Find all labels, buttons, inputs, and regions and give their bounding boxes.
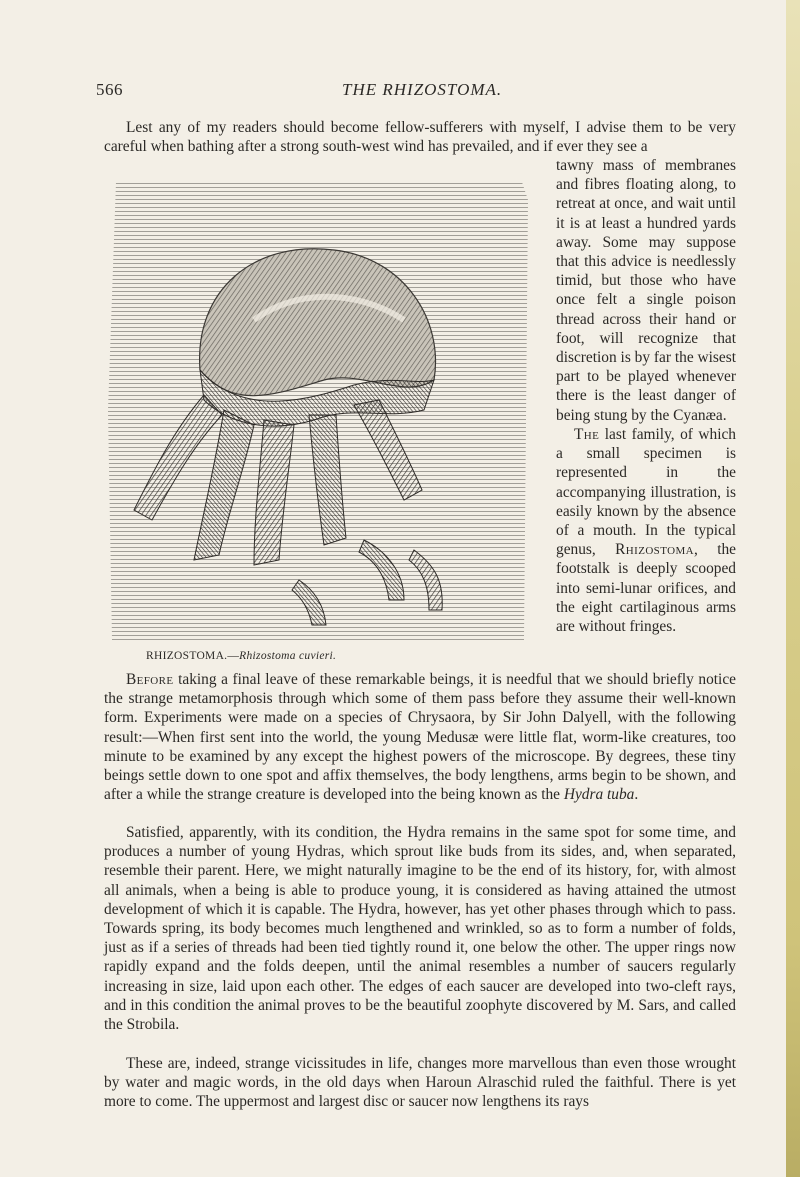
body-paragraph-2: Satisfied, apparently, with its condition, the Hydra remains in the same spot for some time, and produces a number of young Hydras, which sprout like buds from its sides, and, when separated, resemble their parent. Here, we might naturally imagine to be the end of its history, for, with almost all animals, when a being is able to produce young, it is considered as having attained the utmost development of which it is capable. The Hydra, however, has yet other phases through which to pass. Towards spring, its body becomes much lengthened and wrinkled, so as to form a number of folds, just as if a series of threads had been tied tightly round it, one below the other. The upper rings now rapidly expand and the folds deepen, until the animal resembles a number of saucers regularly increasing in size, laid upon each other. The edges of each saucer are developed into two-cleft rays, and in this condition the animal proves to be the beautiful zoophyte discovered by M. Sars, and called the Strobila. <box>104 824 736 1034</box>
page-number: 566 <box>96 80 123 99</box>
side-paragraph-2-genus: Rhizostoma <box>615 541 694 559</box>
body-paragraph-1 <box>104 670 736 804</box>
caption-label: RHIZOSTOMA. <box>146 650 228 662</box>
side-paragraph-2-text-b: , the footstalk is deeply scooped into semi-lunar orifices, and the eight cartilaginous arms are without fringes. <box>556 541 737 636</box>
side-paragraph-2-text-a: last family, of which a small specimen is represented in the accompanying illustration, is easily known by the absence of a mouth. In the typical genus, <box>556 426 736 559</box>
caption-species: Rhizostoma cuvieri. <box>239 650 337 662</box>
body-paragraph-1-text-a: taking a final leave of these remarkable beings, it is needful that we should briefly notice the strange metamorphosis through which some of them pass before they assume their well-known form. Experiments were made on a species of Chrysaora, by Sir John Dalyell, with the following result:—When first sent into the world, the young Medusæ were little flat, worm-like creatures, too minute to be examined by any except the highest powers of the microscope. By degrees, these tiny beings settle down to one spot and affix themselves, the body lengthens, arms begin to be shown, and after a while the strange creature is developed into the being known as the <box>104 671 736 804</box>
side-paragraph-2-lead: The <box>574 426 600 443</box>
page-edge <box>786 0 800 1177</box>
body-paragraph-3: These are, indeed, strange vicissitudes in life, changes more marvellous than even those wrought by water and magic words, in the old days when Haroun Alraschid ruled the faithful. There is yet more to come. The uppermost and largest disc or saucer now lengthens its rays <box>104 1055 736 1111</box>
side-paragraph-1: tawny mass of membranes and fibres floating along, to retreat at once, and wait until it is at least a hundred yards away. Some may suppose that this advice is needlessly timid, but those who have once felt a single poison thread across their hand or foot, will recognize that discretion is by far the wisest part to be played whenever there is the least danger of being stung by the Cyanæa. <box>556 157 736 424</box>
intro-paragraph: Lest any of my readers should become fellow-sufferers with myself, I advise them to be very careful when bathing after a strong south-west wind has prevailed, and if ever they see a <box>104 119 736 156</box>
body-paragraph-1-text-b: . <box>634 786 639 804</box>
running-title: THE RHIZOSTOMA. <box>342 80 503 99</box>
rhizostoma-illustration <box>104 170 534 650</box>
rhizostoma-engraving <box>104 170 534 650</box>
body-paragraph-1-italic: Hydra tuba <box>563 786 635 804</box>
body-paragraph-1-lead: Before <box>126 671 174 688</box>
page-header <box>0 80 800 102</box>
side-paragraph-2 <box>556 425 736 636</box>
figure-caption: RHIZOSTOMA.—Rhizostoma cuvieri. <box>146 650 337 662</box>
